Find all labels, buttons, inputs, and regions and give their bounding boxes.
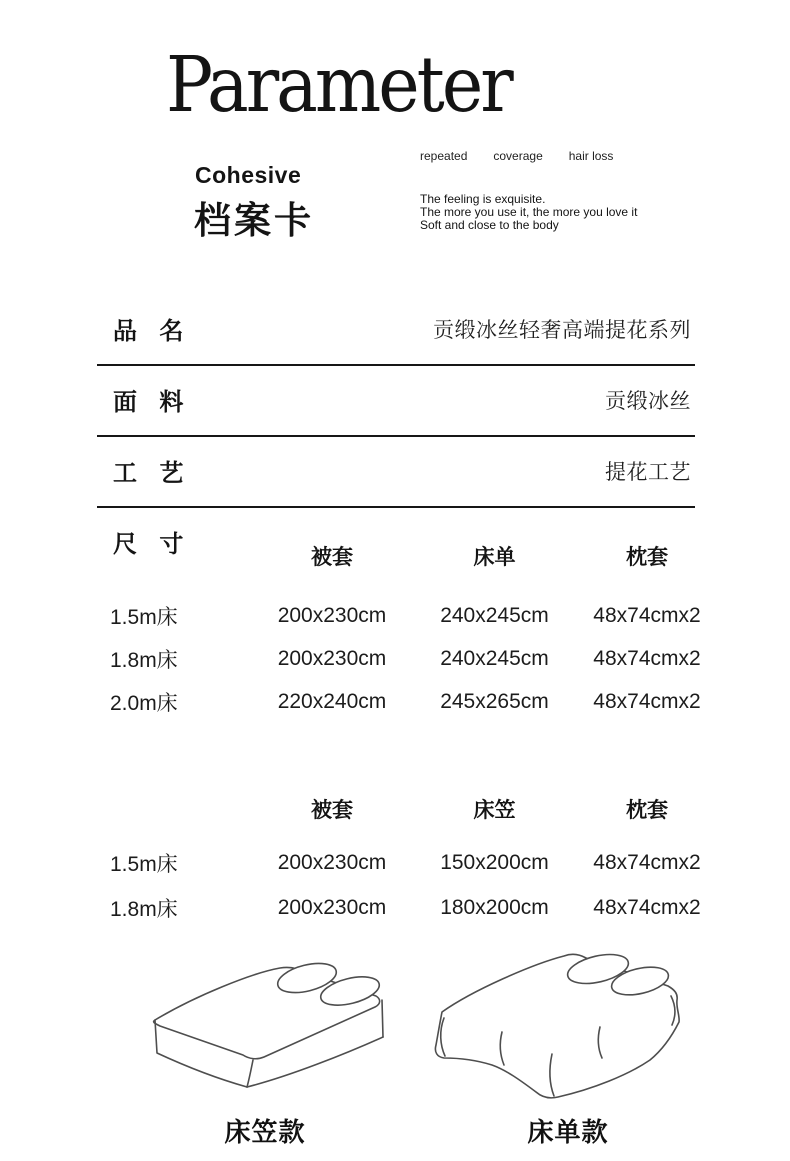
cell-sheet: 240x245cm (440, 646, 549, 670)
row-label: 2.0m床 (110, 691, 178, 715)
spec-row-product-name (97, 295, 695, 366)
header-pillowcase: 枕套 (626, 546, 668, 569)
flat-sheet-style-label: 床单款 (527, 1117, 609, 1147)
cell-duvet: 200x230cm (277, 895, 387, 919)
cell-pillow: 48x74cmx2 (593, 646, 701, 670)
cell-sheet: 240x245cm (440, 603, 549, 627)
table-row (97, 594, 722, 637)
size-table-sheet-header (97, 535, 722, 577)
fitted-sheet-style-label: 床笠款 (224, 1117, 306, 1147)
cell-fitted: 150x200cm (440, 850, 549, 874)
keyword-repeated: repeated (420, 149, 468, 163)
table-row (97, 680, 722, 723)
keyword-coverage: coverage (493, 149, 543, 163)
spec-value-product-name: 贡缎冰丝轻奢高端提花系列 (433, 318, 691, 342)
subtitle-chinese: 档案卡 (194, 200, 314, 241)
tagline-line-1: The feeling is exquisite. (420, 192, 546, 206)
cell-duvet: 200x230cm (277, 646, 387, 670)
keyword-row (420, 149, 613, 163)
table-row (97, 840, 722, 885)
cell-duvet: 200x230cm (277, 850, 387, 874)
table-row (97, 637, 722, 680)
tagline-line-3: Soft and close to the body (420, 218, 559, 232)
tagline-paragraph (420, 193, 637, 232)
keyword-hair-loss: hair loss (568, 149, 614, 163)
cell-duvet: 220x240cm (277, 689, 387, 713)
cell-duvet: 200x230cm (277, 603, 387, 627)
page-title: Parameter (166, 39, 511, 130)
row-label: 1.5m床 (110, 852, 178, 876)
spec-label-craft: 工 艺 (113, 460, 187, 487)
subtitle-english: Cohesive (195, 162, 302, 188)
cell-pillow: 48x74cmx2 (593, 689, 701, 713)
size-table-fitted (97, 788, 722, 930)
fitted-sheet-bed-illustration (140, 956, 390, 1096)
cell-fitted: 180x200cm (440, 895, 549, 919)
size-table-fitted-header (97, 788, 722, 830)
header-fitted-sheet: 床笠 (473, 799, 516, 822)
spec-value-fabric: 贡缎冰丝 (605, 389, 691, 413)
spec-label-size: 尺 寸 (113, 531, 187, 558)
row-label: 1.5m床 (110, 605, 178, 629)
header-duvet-cover: 被套 (311, 799, 353, 822)
size-table-sheet (97, 535, 722, 723)
flat-sheet-bed-illustration (428, 948, 708, 1113)
spec-value-craft: 提花工艺 (605, 460, 691, 484)
header-duvet-cover: 被套 (311, 546, 353, 569)
cell-sheet: 245x265cm (440, 689, 549, 713)
cell-pillow: 48x74cmx2 (593, 895, 701, 919)
spec-row-craft (97, 437, 695, 508)
spec-row-fabric (97, 366, 695, 437)
header-pillowcase: 枕套 (626, 799, 668, 822)
spec-label-fabric: 面 料 (113, 389, 187, 416)
table-row (97, 885, 722, 930)
header-bed-sheet: 床单 (473, 546, 516, 569)
spec-label-product-name: 品 名 (113, 318, 187, 345)
row-label: 1.8m床 (110, 897, 178, 921)
cell-pillow: 48x74cmx2 (593, 603, 701, 627)
cell-pillow: 48x74cmx2 (593, 850, 701, 874)
tagline-line-2: The more you use it, the more you love it (420, 205, 638, 219)
row-label: 1.8m床 (110, 648, 178, 672)
